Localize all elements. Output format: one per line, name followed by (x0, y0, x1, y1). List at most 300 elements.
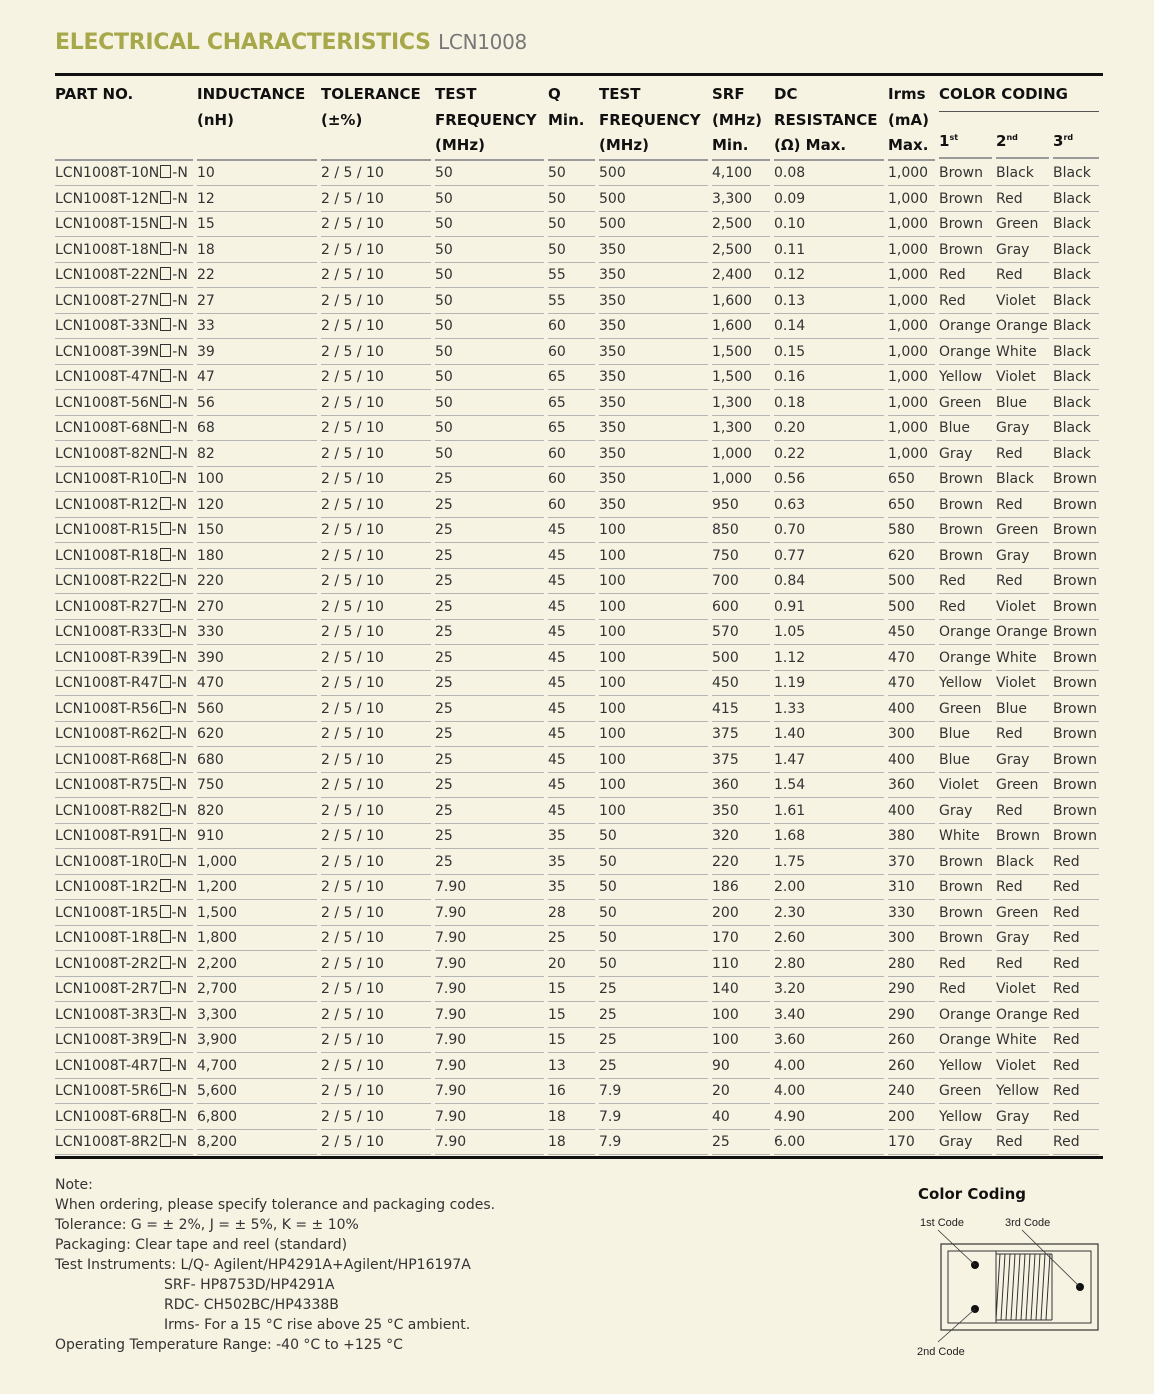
cell-color-3rd: Black (1053, 314, 1103, 340)
cell-color-3rd: Brown (1053, 595, 1103, 621)
header-line: FREQUENCY (435, 110, 537, 129)
cell-test-freq-q: 100 (599, 773, 712, 799)
cell-test-freq-q: 25 (599, 1054, 712, 1080)
header-tolerance (321, 75, 435, 162)
cell-color-3rd: Red (1053, 977, 1103, 1003)
cell-color-2nd: Yellow (996, 1079, 1053, 1105)
cell-color-1st: Yellow (939, 671, 996, 697)
note-line: Test Instruments: L/Q- Agilent/HP4291A+Agilent/HP16197A (55, 1257, 471, 1273)
cell-color-2nd: Red (996, 1130, 1053, 1157)
cell-color-2nd: Green (996, 901, 1053, 927)
cell-inductance: 560 (197, 697, 321, 723)
cell-inductance: 10 (197, 161, 321, 187)
cell-color-1st: White (939, 824, 996, 850)
cell-color-3rd: Brown (1053, 467, 1103, 493)
table-row (55, 748, 1103, 774)
tolerance-code-box-icon (160, 344, 171, 357)
tolerance-code-box-icon (160, 701, 171, 714)
cell-dc-resistance: 0.15 (774, 340, 888, 366)
cell-test-freq-l: 50 (435, 289, 548, 315)
cell-color-1st: Gray (939, 442, 996, 468)
cell-part-no: LCN1008T-4R7 -N (55, 1054, 197, 1080)
cell-test-freq-l: 25 (435, 748, 548, 774)
cell-tolerance: 2 / 5 / 10 (321, 416, 435, 442)
table-row (55, 238, 1103, 264)
cell-test-freq-l: 7.90 (435, 926, 548, 952)
cell-q-min: 60 (548, 493, 599, 519)
cell-color-1st: Brown (939, 926, 996, 952)
table-row (55, 467, 1103, 493)
header-dc-resistance (774, 75, 888, 162)
header-line: (mA) (888, 110, 929, 129)
cell-tolerance: 2 / 5 / 10 (321, 799, 435, 825)
cell-color-2nd: Green (996, 518, 1053, 544)
cell-test-freq-q: 350 (599, 238, 712, 264)
tolerance-code-box-icon (160, 318, 171, 331)
cell-color-1st: Brown (939, 850, 996, 876)
cell-srf: 1,000 (712, 442, 774, 468)
cell-inductance: 220 (197, 569, 321, 595)
cell-test-freq-l: 25 (435, 569, 548, 595)
tolerance-code-box-icon (160, 165, 171, 178)
cell-irms: 1,000 (888, 391, 939, 417)
cell-test-freq-q: 500 (599, 187, 712, 213)
cell-part-no: LCN1008T-1R8 -N (55, 926, 197, 952)
tolerance-code-box-icon (160, 420, 171, 433)
cell-irms: 400 (888, 748, 939, 774)
cell-q-min: 45 (548, 722, 599, 748)
table-row (55, 187, 1103, 213)
cell-color-2nd: Red (996, 722, 1053, 748)
cell-test-freq-q: 50 (599, 824, 712, 850)
cell-color-1st: Yellow (939, 1054, 996, 1080)
cell-test-freq-l: 25 (435, 518, 548, 544)
cell-q-min: 50 (548, 238, 599, 264)
cell-part-no: LCN1008T-2R2 -N (55, 952, 197, 978)
cell-test-freq-l: 25 (435, 824, 548, 850)
cell-inductance: 8,200 (197, 1130, 321, 1157)
cell-color-3rd: Red (1053, 952, 1103, 978)
label-1st-code: 1st Code (920, 1217, 965, 1229)
cell-irms: 1,000 (888, 314, 939, 340)
cell-inductance: 820 (197, 799, 321, 825)
cell-part-no: LCN1008T-10N -N (55, 161, 197, 187)
cell-srf: 20 (712, 1079, 774, 1105)
cell-color-2nd: Red (996, 952, 1053, 978)
cell-test-freq-q: 100 (599, 671, 712, 697)
cell-inductance: 470 (197, 671, 321, 697)
tolerance-code-box-icon (160, 1058, 171, 1071)
cell-color-2nd: White (996, 1028, 1053, 1054)
cell-color-3rd: Black (1053, 289, 1103, 315)
cell-tolerance: 2 / 5 / 10 (321, 1003, 435, 1029)
cell-tolerance: 2 / 5 / 10 (321, 926, 435, 952)
cell-tolerance: 2 / 5 / 10 (321, 646, 435, 672)
cell-test-freq-l: 25 (435, 646, 548, 672)
cell-color-1st: Blue (939, 748, 996, 774)
table-row (55, 416, 1103, 442)
cell-test-freq-q: 50 (599, 952, 712, 978)
cell-test-freq-q: 350 (599, 493, 712, 519)
cell-test-freq-l: 50 (435, 391, 548, 417)
cell-color-3rd: Brown (1053, 799, 1103, 825)
cell-dc-resistance: 0.56 (774, 467, 888, 493)
cell-color-2nd: Blue (996, 391, 1053, 417)
cell-srf: 3,300 (712, 187, 774, 213)
cell-test-freq-l: 7.90 (435, 1079, 548, 1105)
cell-part-no: LCN1008T-3R9 -N (55, 1028, 197, 1054)
cell-test-freq-l: 25 (435, 773, 548, 799)
cell-part-no: LCN1008T-2R7 -N (55, 977, 197, 1003)
label-3rd-code: 3rd Code (1005, 1217, 1051, 1229)
cell-part-no: LCN1008T-47N -N (55, 365, 197, 391)
cell-srf: 1,300 (712, 416, 774, 442)
header-cc-3rd: 3rd (1053, 114, 1103, 161)
header-line: TOLERANCE (321, 85, 421, 103)
cell-q-min: 13 (548, 1054, 599, 1080)
cell-q-min: 50 (548, 187, 599, 213)
cell-dc-resistance: 1.61 (774, 799, 888, 825)
cell-color-2nd: White (996, 646, 1053, 672)
notes (55, 1175, 495, 1355)
cell-srf: 100 (712, 1028, 774, 1054)
cell-color-2nd: Gray (996, 926, 1053, 952)
cell-tolerance: 2 / 5 / 10 (321, 263, 435, 289)
cell-tolerance: 2 / 5 / 10 (321, 901, 435, 927)
cell-part-no: LCN1008T-68N -N (55, 416, 197, 442)
cell-inductance: 620 (197, 722, 321, 748)
cell-color-2nd: Red (996, 442, 1053, 468)
table-row (55, 518, 1103, 544)
header-cc-2nd: 2nd (996, 114, 1053, 161)
cell-inductance: 1,200 (197, 875, 321, 901)
cell-color-2nd: Gray (996, 238, 1053, 264)
cell-tolerance: 2 / 5 / 10 (321, 722, 435, 748)
cell-test-freq-q: 350 (599, 467, 712, 493)
cell-color-3rd: Brown (1053, 722, 1103, 748)
cell-test-freq-l: 50 (435, 238, 548, 264)
cell-test-freq-l: 25 (435, 467, 548, 493)
cell-color-1st: Violet (939, 773, 996, 799)
cell-dc-resistance: 2.80 (774, 952, 888, 978)
cell-color-3rd: Black (1053, 238, 1103, 264)
cell-tolerance: 2 / 5 / 10 (321, 569, 435, 595)
cell-color-3rd: Black (1053, 161, 1103, 187)
header-line: Max. (888, 136, 929, 154)
header-line: SRF (712, 85, 745, 103)
cell-inductance: 39 (197, 340, 321, 366)
table-row (55, 773, 1103, 799)
header-line: (±%) (321, 110, 363, 129)
cell-color-3rd: Brown (1053, 620, 1103, 646)
cell-part-no: LCN1008T-R68 -N (55, 748, 197, 774)
cell-test-freq-q: 100 (599, 620, 712, 646)
cell-q-min: 65 (548, 365, 599, 391)
cell-dc-resistance: 3.40 (774, 1003, 888, 1029)
cell-irms: 580 (888, 518, 939, 544)
cell-inductance: 6,800 (197, 1105, 321, 1131)
cell-color-2nd: Violet (996, 1054, 1053, 1080)
cell-tolerance: 2 / 5 / 10 (321, 212, 435, 238)
cell-part-no: LCN1008T-15N -N (55, 212, 197, 238)
table-row (55, 697, 1103, 723)
title-main: ELECTRICAL CHARACTERISTICS (55, 30, 431, 55)
table-row (55, 289, 1103, 315)
cell-part-no: LCN1008T-82N -N (55, 442, 197, 468)
cell-tolerance: 2 / 5 / 10 (321, 365, 435, 391)
cell-dc-resistance: 1.05 (774, 620, 888, 646)
cell-inductance: 82 (197, 442, 321, 468)
cell-color-2nd: Red (996, 493, 1053, 519)
cell-irms: 300 (888, 722, 939, 748)
tolerance-code-box-icon (160, 803, 171, 816)
cell-tolerance: 2 / 5 / 10 (321, 1079, 435, 1105)
cell-part-no: LCN1008T-27N -N (55, 289, 197, 315)
cell-q-min: 16 (548, 1079, 599, 1105)
cell-tolerance: 2 / 5 / 10 (321, 187, 435, 213)
cell-inductance: 5,600 (197, 1079, 321, 1105)
cell-inductance: 680 (197, 748, 321, 774)
cell-test-freq-l: 25 (435, 595, 548, 621)
cell-inductance: 22 (197, 263, 321, 289)
table-row (55, 1054, 1103, 1080)
note-line: Note: (55, 1177, 93, 1193)
cell-inductance: 910 (197, 824, 321, 850)
cell-inductance: 1,500 (197, 901, 321, 927)
cell-color-1st: Brown (939, 544, 996, 570)
table-row (55, 544, 1103, 570)
header-line: RESISTANCE (774, 110, 878, 129)
cell-color-2nd: Violet (996, 289, 1053, 315)
cell-test-freq-l: 7.90 (435, 875, 548, 901)
cell-test-freq-q: 50 (599, 850, 712, 876)
cell-q-min: 55 (548, 263, 599, 289)
cell-test-freq-q: 25 (599, 977, 712, 1003)
cell-color-3rd: Red (1053, 850, 1103, 876)
cell-irms: 470 (888, 671, 939, 697)
tolerance-code-box-icon (160, 1007, 171, 1020)
cell-irms: 1,000 (888, 365, 939, 391)
cell-q-min: 60 (548, 467, 599, 493)
table-row (55, 646, 1103, 672)
table-body (55, 161, 1103, 1157)
cell-color-2nd: Gray (996, 544, 1053, 570)
cell-tolerance: 2 / 5 / 10 (321, 289, 435, 315)
cell-irms: 400 (888, 697, 939, 723)
cell-test-freq-l: 25 (435, 493, 548, 519)
cell-srf: 90 (712, 1054, 774, 1080)
cell-test-freq-l: 7.90 (435, 1054, 548, 1080)
cell-test-freq-l: 7.90 (435, 901, 548, 927)
cell-irms: 260 (888, 1054, 939, 1080)
cell-srf: 110 (712, 952, 774, 978)
cell-srf: 40 (712, 1105, 774, 1131)
cell-test-freq-q: 350 (599, 314, 712, 340)
diagram-title: Color Coding (918, 1185, 1026, 1203)
cell-color-1st: Blue (939, 722, 996, 748)
tolerance-code-box-icon (160, 497, 171, 510)
tolerance-code-box-icon (160, 1134, 171, 1147)
cell-test-freq-l: 25 (435, 544, 548, 570)
header-line: Min. (712, 136, 749, 154)
cell-srf: 4,100 (712, 161, 774, 187)
cell-part-no: LCN1008T-6R8 -N (55, 1105, 197, 1131)
cell-color-1st: Red (939, 569, 996, 595)
cell-test-freq-q: 350 (599, 340, 712, 366)
tolerance-code-box-icon (160, 471, 171, 484)
cell-test-freq-l: 50 (435, 187, 548, 213)
cell-q-min: 28 (548, 901, 599, 927)
note-operating-temp: Operating Temperature Range: -40 °C to +125 °C (55, 1337, 403, 1353)
table-row (55, 442, 1103, 468)
tolerance-code-box-icon (160, 446, 171, 459)
cell-irms: 290 (888, 1003, 939, 1029)
cell-tolerance: 2 / 5 / 10 (321, 850, 435, 876)
cell-test-freq-q: 100 (599, 748, 712, 774)
header-line: (nH) (197, 110, 234, 129)
cell-tolerance: 2 / 5 / 10 (321, 748, 435, 774)
cell-color-2nd: Red (996, 799, 1053, 825)
cell-color-3rd: Black (1053, 263, 1103, 289)
cell-color-3rd: Red (1053, 1054, 1103, 1080)
tolerance-code-box-icon (160, 930, 171, 943)
cell-test-freq-q: 100 (599, 646, 712, 672)
cell-q-min: 35 (548, 875, 599, 901)
cell-part-no: LCN1008T-R39 -N (55, 646, 197, 672)
cell-color-1st: Gray (939, 799, 996, 825)
cell-part-no: LCN1008T-R18 -N (55, 544, 197, 570)
table-row (55, 926, 1103, 952)
cell-inductance: 390 (197, 646, 321, 672)
cell-q-min: 50 (548, 212, 599, 238)
cell-irms: 240 (888, 1079, 939, 1105)
cell-color-1st: Brown (939, 493, 996, 519)
cell-test-freq-l: 7.90 (435, 1028, 548, 1054)
cell-srf: 375 (712, 748, 774, 774)
cell-srf: 220 (712, 850, 774, 876)
cell-color-1st: Brown (939, 901, 996, 927)
cell-tolerance: 2 / 5 / 10 (321, 671, 435, 697)
cell-srf: 1,000 (712, 467, 774, 493)
header-q (548, 75, 599, 162)
cell-color-3rd: Brown (1053, 646, 1103, 672)
cell-inductance: 56 (197, 391, 321, 417)
cell-test-freq-l: 25 (435, 697, 548, 723)
cell-inductance: 27 (197, 289, 321, 315)
cell-color-3rd: Red (1053, 1130, 1103, 1157)
tolerance-code-box-icon (160, 981, 171, 994)
cell-color-1st: Orange (939, 1003, 996, 1029)
cell-dc-resistance: 1.68 (774, 824, 888, 850)
cell-test-freq-l: 25 (435, 722, 548, 748)
cell-color-2nd: Violet (996, 671, 1053, 697)
cell-part-no: LCN1008T-5R6 -N (55, 1079, 197, 1105)
cell-irms: 400 (888, 799, 939, 825)
cell-part-no: LCN1008T-R56 -N (55, 697, 197, 723)
cell-irms: 500 (888, 595, 939, 621)
cell-color-1st: Red (939, 952, 996, 978)
cell-dc-resistance: 0.13 (774, 289, 888, 315)
cell-q-min: 45 (548, 799, 599, 825)
tolerance-code-box-icon (160, 369, 171, 382)
cell-tolerance: 2 / 5 / 10 (321, 1130, 435, 1157)
cell-irms: 650 (888, 493, 939, 519)
cell-test-freq-l: 50 (435, 416, 548, 442)
cell-srf: 415 (712, 697, 774, 723)
cell-dc-resistance: 0.11 (774, 238, 888, 264)
table-row (55, 1130, 1103, 1157)
cell-test-freq-l: 7.90 (435, 977, 548, 1003)
cell-irms: 1,000 (888, 416, 939, 442)
cell-tolerance: 2 / 5 / 10 (321, 824, 435, 850)
header-test-frequency-l (435, 75, 548, 162)
table-row (55, 1105, 1103, 1131)
cell-inductance: 15 (197, 212, 321, 238)
header-line: (MHz) (435, 136, 485, 154)
cell-q-min: 45 (548, 518, 599, 544)
cell-color-3rd: Black (1053, 340, 1103, 366)
cell-color-2nd: Orange (996, 314, 1053, 340)
cell-part-no: LCN1008T-R47 -N (55, 671, 197, 697)
cell-color-3rd: Black (1053, 416, 1103, 442)
header-row (55, 75, 1103, 114)
cell-color-1st: Orange (939, 646, 996, 672)
cell-srf: 1,500 (712, 365, 774, 391)
cell-test-freq-l: 25 (435, 850, 548, 876)
cell-color-3rd: Brown (1053, 544, 1103, 570)
tolerance-code-box-icon (160, 777, 171, 790)
cell-color-3rd: Brown (1053, 824, 1103, 850)
cell-color-3rd: Red (1053, 926, 1103, 952)
cell-srf: 25 (712, 1130, 774, 1157)
cell-q-min: 15 (548, 977, 599, 1003)
table-row (55, 263, 1103, 289)
cell-inductance: 2,700 (197, 977, 321, 1003)
cell-inductance: 270 (197, 595, 321, 621)
cell-color-2nd: Red (996, 569, 1053, 595)
cell-color-1st: Brown (939, 212, 996, 238)
cell-part-no: LCN1008T-R10 -N (55, 467, 197, 493)
cell-tolerance: 2 / 5 / 10 (321, 161, 435, 187)
cell-tolerance: 2 / 5 / 10 (321, 697, 435, 723)
cell-color-2nd: Green (996, 773, 1053, 799)
table-row (55, 620, 1103, 646)
cell-dc-resistance: 1.19 (774, 671, 888, 697)
cell-color-1st: Brown (939, 518, 996, 544)
cell-test-freq-l: 50 (435, 340, 548, 366)
cell-test-freq-q: 350 (599, 263, 712, 289)
cell-inductance: 3,900 (197, 1028, 321, 1054)
cell-dc-resistance: 0.18 (774, 391, 888, 417)
cell-test-freq-l: 50 (435, 212, 548, 238)
cell-irms: 280 (888, 952, 939, 978)
cell-irms: 170 (888, 1130, 939, 1157)
cell-color-2nd: White (996, 340, 1053, 366)
cell-tolerance: 2 / 5 / 10 (321, 518, 435, 544)
table-row (55, 365, 1103, 391)
cell-irms: 1,000 (888, 187, 939, 213)
tolerance-code-box-icon (160, 905, 171, 918)
cell-dc-resistance: 0.10 (774, 212, 888, 238)
cell-inductance: 330 (197, 620, 321, 646)
cell-dc-resistance: 0.20 (774, 416, 888, 442)
cell-color-3rd: Black (1053, 391, 1103, 417)
cell-inductance: 1,800 (197, 926, 321, 952)
cell-q-min: 35 (548, 850, 599, 876)
cell-test-freq-l: 50 (435, 263, 548, 289)
cell-srf: 360 (712, 773, 774, 799)
cell-srf: 750 (712, 544, 774, 570)
